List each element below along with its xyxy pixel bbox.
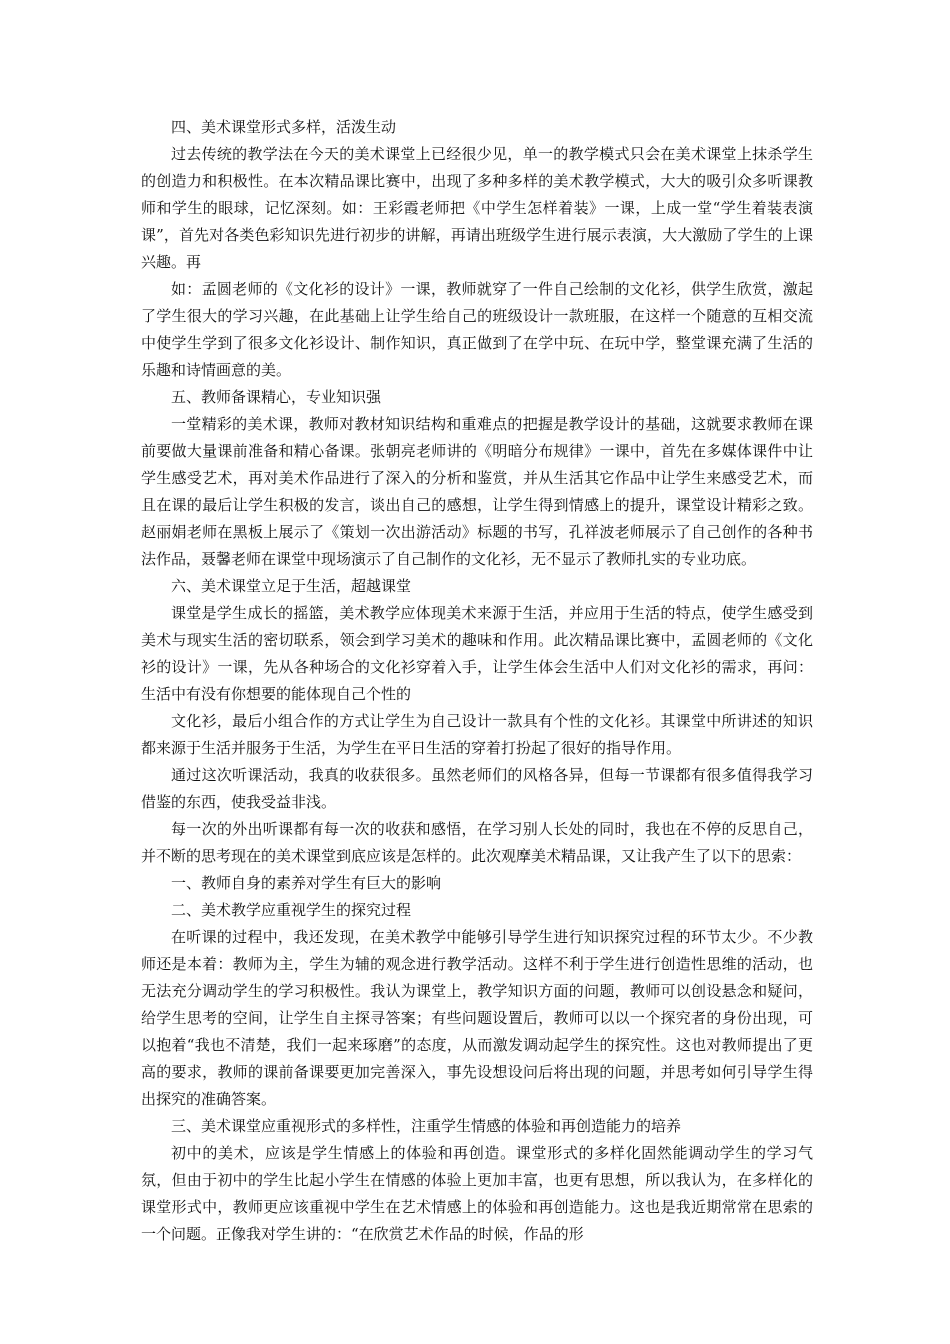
reflection-heading-1: 一、教师自身的素养对学生有巨大的影响 [171, 874, 442, 892]
paragraph: 初中的美术，应该是学生情感上的体验和再创造。课堂形式的多样化固然能调动学生的学习气氛，但由于初中的学生比起小学生在情感的体验上更加丰富，也更有思想，所以我认为，在多样化的课堂形式中，教师更应该重视中学生在艺术情感上的体验和再创造能力。这也是我近期常常在思索的一个问题。正像我对学生讲的：“在欣赏艺术作品的时候，作品的形 [141, 1144, 813, 1243]
paragraph: 过去传统的教学法在今天的美术课堂上已经很少见，单一的教学模式只会在美术课堂上抹杀学生的创造力和积极性。在本次精品课比赛中，出现了多种多样的美术教学模式，大大的吸引众多听课教师和学生的眼球，记忆深刻。如：王彩霞老师把《中学生怎样着装》一课，上成一堂“学生着装表演课”，首先对各类色彩知识先进行初步的讲解，再请出班级学生进行展示表演，大大激励了学生的上课兴趣。再 [141, 145, 813, 271]
paragraph: 通过这次听课活动，我真的收获很多。虽然老师们的风格各异，但每一节课都有很多值得我学习借鉴的东西，使我受益非浅。 [141, 766, 813, 811]
paragraph: 如：孟圆老师的《文化衫的设计》一课，教师就穿了一件自己绘制的文化衫，供学生欣赏，激起了学生很大的学习兴趣，在此基础上让学生给自己的班级设计一款班服，在这样一个随意的互相交流中使学生学到了很多文化衫设计、制作知识，真正做到了在学中玩、在玩中学，整堂课充满了生活的乐趣和诗情画意的美。 [141, 280, 813, 379]
section-heading-6: 六、美术课堂立足于生活，超越课堂 [171, 577, 412, 595]
reflection-heading-3: 三、美术课堂应重视形式的多样性，注重学生情感的体验和再创造能力的培养 [171, 1117, 682, 1135]
section-heading-4: 四、美术课堂形式多样，活泼生动 [171, 118, 397, 136]
paragraph: 一堂精彩的美术课，教师对教材知识结构和重难点的把握是教学设计的基础，这就要求教师在课前要做大量课前准备和精心备课。张朝亮老师讲的《明暗分布规律》一课中，首先在多媒体课件中让学生感受艺术，再对美术作品进行了深入的分析和鉴赏，并从生活其它作品中让学生来感受艺术，而且在课的最后让学生积极的发言，谈出自己的感想，让学生得到情感上的提升，课堂设计精彩之致。赵丽娟老师在黑板上展示了《策划一次出游活动》标题的书写，孔祥波老师展示了自己创作的各种书法作品，聂馨老师在课堂中现场演示了自己制作的文化衫，无不显示了教师扎实的专业功底。 [141, 415, 813, 568]
document-body [141, 114, 813, 1248]
paragraph: 每一次的外出听课都有每一次的收获和感悟，在学习别人长处的同时，我也在不停的反思自己，并不断的思考现在的美术课堂到底应该是怎样的。此次观摩美术精品课，又让我产生了以下的思索： [141, 820, 813, 865]
section-heading-5: 五、教师备课精心，专业知识强 [171, 388, 382, 406]
reflection-heading-2: 二、美术教学应重视学生的探究过程 [171, 901, 412, 919]
paragraph: 文化衫，最后小组合作的方式让学生为自己设计一款具有个性的文化衫。其课堂中所讲述的知识都来源于生活并服务于生活，为学生在平日生活的穿着打扮起了很好的指导作用。 [141, 712, 813, 757]
paragraph: 课堂是学生成长的摇篮，美术教学应体现美术来源于生活，并应用于生活的特点，使学生感受到美术与现实生活的密切联系，领会到学习美术的趣味和作用。此次精品课比赛中，孟圆老师的《文化衫的设计》一课，先从各种场合的文化衫穿着入手，让学生体会生活中人们对文化衫的需求，再问：生活中有没有你想要的能体现自己个性的 [141, 604, 813, 703]
paragraph: 在听课的过程中，我还发现，在美术教学中能够引导学生进行知识探究过程的环节太少。不少教师还是本着：教师为主，学生为辅的观念进行教学活动。这样不利于学生进行创造性思维的活动，也无法充分调动学生的学习积极性。我认为课堂上，教学知识方面的问题，教师可以创设悬念和疑问，给学生思考的空间，让学生自主探寻答案；有些问题设置后，教师可以以一个探究者的身份出现，可以抱着“我也不清楚，我们一起来琢磨”的态度，从而激发调动起学生的探究性。这也对教师提出了更高的要求，教师的课前备课要更加完善深入，事先设想设问后将出现的问题，并思考如何引导学生得出探究的准确答案。 [141, 928, 813, 1108]
